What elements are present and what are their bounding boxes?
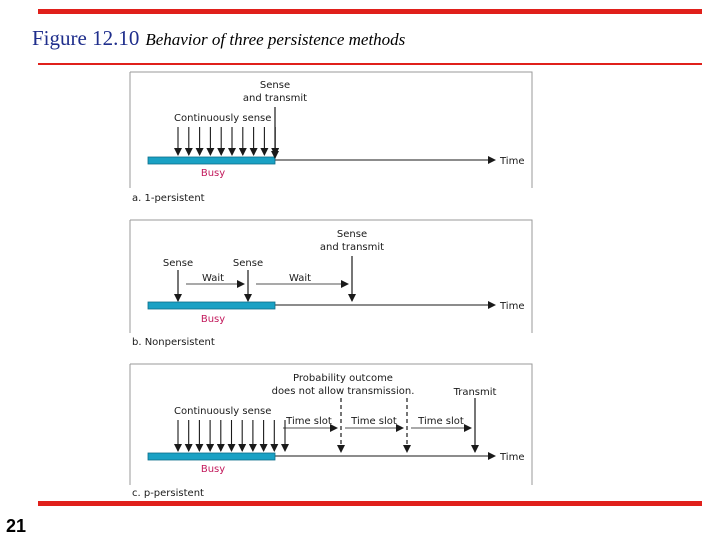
- panel-a-caption: a. 1-persistent: [132, 193, 205, 204]
- panel-a-sense-arrows: [178, 127, 275, 155]
- panel-c: [130, 364, 532, 499]
- panel-a: [130, 72, 532, 204]
- bottom-red-bar: [38, 501, 702, 506]
- panel-c-busy-bar: [148, 453, 275, 460]
- page-number: 21: [6, 516, 27, 536]
- panel-c-time-slot-1: Time slot: [286, 416, 332, 427]
- panel-b-wait-label-1: Wait: [201, 273, 225, 284]
- panel-a-sense-label: Sense: [259, 80, 291, 91]
- figure-number: Figure 12.10: [32, 26, 140, 50]
- panel-b-wait-label-2: Wait: [288, 273, 312, 284]
- panel-a-busy-bar: [148, 157, 275, 164]
- panel-b: [130, 220, 532, 348]
- panel-b-frame: [130, 220, 532, 333]
- panel-c-time-label: Time: [500, 452, 525, 463]
- panel-a-time-label: Time: [500, 156, 525, 167]
- panel-b-sense-transmit-label-1: Sense: [336, 229, 368, 240]
- panel-c-transmit-label: Transmit: [453, 387, 497, 398]
- panel-a-transmit-label: and transmit: [242, 93, 308, 104]
- panel-c-continuous-label: Continuously sense: [174, 406, 272, 417]
- panel-a-busy-label: Busy: [200, 168, 226, 179]
- panel-b-sense-label-1: Sense: [162, 258, 194, 269]
- panel-b-busy-bar: [148, 302, 275, 309]
- panel-b-busy-label: Busy: [200, 314, 226, 325]
- panel-b-sense-label-2: Sense: [232, 258, 264, 269]
- panel-b-caption: b. Nonpersistent: [132, 337, 215, 348]
- panel-a-continuous-label: Continuously sense: [174, 113, 272, 124]
- panel-c-time-slot-2: Time slot: [351, 416, 397, 427]
- panel-c-probability-label-1: Probability outcome: [293, 373, 393, 384]
- panel-a-frame: [130, 72, 532, 188]
- panel-c-time-slot-3: Time slot: [418, 416, 464, 427]
- panel-c-probability-label-2: does not allow transmission.: [271, 386, 415, 397]
- panel-c-sense-arrows: [178, 420, 285, 451]
- panel-c-busy-label: Busy: [200, 464, 226, 475]
- figure-subtitle: Behavior of three persistence methods: [145, 30, 406, 49]
- panel-b-sense-transmit-label-2: and transmit: [319, 242, 385, 253]
- panel-c-caption: c. p-persistent: [132, 488, 204, 499]
- panel-b-time-label: Time: [500, 301, 525, 312]
